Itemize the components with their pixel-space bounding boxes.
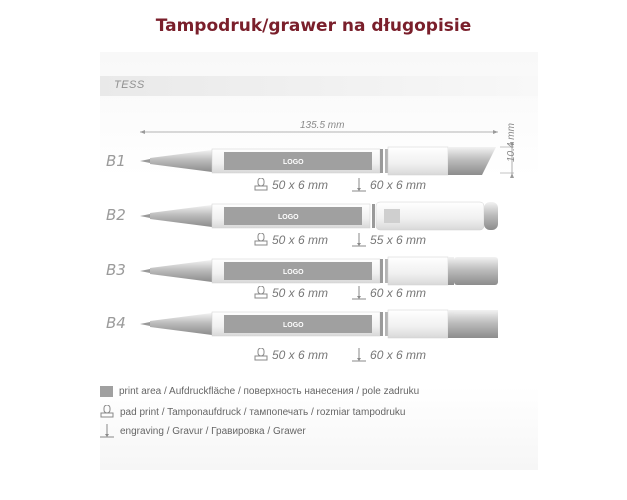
model-name: TESS xyxy=(114,79,145,91)
engraving-icon xyxy=(352,233,366,247)
logo-b4: LOGO xyxy=(283,322,304,329)
pen-b2 xyxy=(140,199,500,233)
logo-b1: LOGO xyxy=(283,159,304,166)
variant-label-b1: B1 xyxy=(106,152,126,170)
pad-print-size-b3: 50 x 6 mm xyxy=(272,286,329,300)
pad-print-icon xyxy=(254,286,268,300)
logo-b2: LOGO xyxy=(278,214,299,221)
pad-print-size-b1: 50 x 6 mm xyxy=(272,178,329,192)
engraving-size-b2: 55 x 6 mm xyxy=(370,233,427,247)
engraving-size-b3: 60 x 6 mm xyxy=(370,286,427,300)
pad-print-icon xyxy=(254,178,268,192)
legend-print-area-text: print area / Aufdruckfläche / поверхность нанесения / pole zadruku xyxy=(119,386,420,397)
engraving-icon xyxy=(352,178,366,192)
engraving-size-b4: 60 x 6 mm xyxy=(370,348,427,362)
legend-print-area xyxy=(100,386,419,397)
engraving-icon xyxy=(352,348,366,362)
pad-print-size-b2: 50 x 6 mm xyxy=(272,233,329,247)
pen-b4 xyxy=(140,307,500,341)
engraving-icon xyxy=(352,286,366,300)
legend-pad-print-text: pad print / Tamponaufdruck / тампопечать / rozmiar tampodruku xyxy=(120,406,406,418)
pen-b1 xyxy=(140,144,500,178)
legend-engraving xyxy=(100,424,306,438)
pad-print-size-b4: 50 x 6 mm xyxy=(272,348,329,362)
spec-row-b4 xyxy=(254,348,426,362)
spec-row-b3 xyxy=(254,286,426,300)
variant-label-b2: B2 xyxy=(106,206,126,224)
spec-row-b2 xyxy=(254,233,426,247)
pen-b3 xyxy=(140,254,500,288)
variant-label-b3: B3 xyxy=(106,261,126,279)
model-bar xyxy=(100,76,538,96)
logo-b3: LOGO xyxy=(283,269,304,276)
pad-print-icon xyxy=(254,348,268,362)
variant-label-b4: B4 xyxy=(106,314,126,332)
height-label: 10.4 mm xyxy=(506,123,517,162)
print-area-swatch xyxy=(100,386,113,397)
spec-row-b1 xyxy=(254,178,426,192)
engraving-icon xyxy=(100,424,114,438)
length-label: 135.5 mm xyxy=(300,120,345,131)
pad-print-icon xyxy=(254,233,268,247)
pad-print-icon xyxy=(100,405,114,419)
engraving-size-b1: 60 x 6 mm xyxy=(370,178,427,192)
legend-engraving-text: engraving / Gravur / Гравировка / Grawer xyxy=(120,425,306,437)
page-title: Tampodruk/grawer na długopisie xyxy=(155,16,472,36)
legend-pad-print xyxy=(100,405,405,419)
